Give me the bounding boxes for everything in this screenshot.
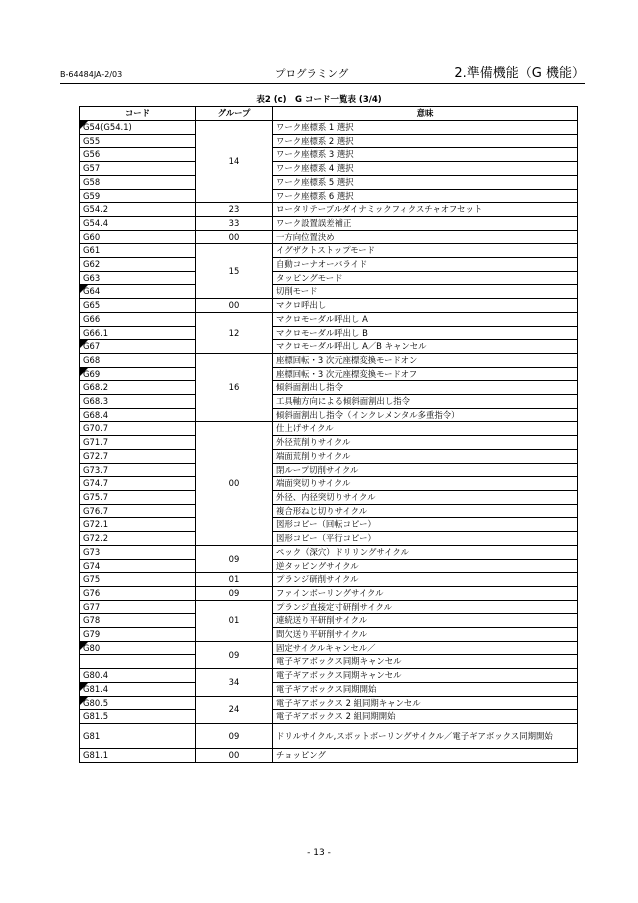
default-mark-icon: [80, 697, 88, 705]
table-row: [80, 682, 578, 696]
code-text: G72.2: [83, 533, 109, 544]
code-text: G75: [83, 574, 101, 585]
code-text: G80.4: [83, 670, 109, 681]
group-cell: 09: [196, 545, 273, 572]
meaning-cell: 傾斜面割出し指令: [273, 381, 578, 395]
code-text: G56: [83, 149, 101, 160]
meaning-cell: 端面荒削りサイクル: [273, 449, 578, 463]
meaning-cell: 傾斜面割出し指令（インクレメンタル多重指令）: [273, 408, 578, 422]
meaning-cell: 間欠送り平研削サイクル: [273, 628, 578, 642]
table-row: [80, 258, 578, 272]
doc-number: B-64484JA-2/03: [60, 70, 123, 79]
group-cell: 15: [196, 244, 273, 299]
meaning-cell: 座標回転・3 次元座標変換モードオン: [273, 353, 578, 367]
table-body: [80, 121, 578, 763]
meaning-cell: 仕上げサイクル: [273, 422, 578, 436]
group-cell: 23: [196, 203, 273, 217]
code-text: G65: [83, 300, 101, 311]
code-cell: [80, 573, 196, 587]
code-cell: [80, 518, 196, 532]
code-cell: [80, 244, 196, 258]
page-header: [60, 62, 585, 84]
code-cell: [80, 175, 196, 189]
table-row: [80, 216, 578, 230]
table-row: [80, 748, 578, 762]
meaning-cell: 一方向位置決め: [273, 230, 578, 244]
code-cell: [80, 436, 196, 450]
code-text: G57: [83, 163, 101, 174]
chapter-title: プログラミング: [275, 68, 349, 80]
header-code: コード: [80, 107, 196, 121]
meaning-cell: チョッピング: [273, 748, 578, 762]
code-text: G62: [83, 259, 101, 270]
meaning-cell: ドリルサイクル,スポットボーリングサイクル／電子ギアボックス同期開始: [273, 723, 578, 748]
meaning-cell: 電子ギアボックス同期キャンセル: [273, 655, 578, 669]
group-cell: 09: [196, 586, 273, 600]
table-row: [80, 490, 578, 504]
table-row: [80, 326, 578, 340]
meaning-cell: マクロ呼出し: [273, 299, 578, 313]
table-row: [80, 121, 578, 135]
code-cell: [80, 449, 196, 463]
group-cell: 00: [196, 299, 273, 313]
code-cell: [80, 271, 196, 285]
code-text: G54(G54.1): [83, 122, 132, 132]
table-row: [80, 532, 578, 546]
code-text: G79: [83, 629, 101, 640]
table-row: [80, 477, 578, 491]
code-text: G66.1: [83, 327, 109, 338]
default-mark-icon: [80, 340, 88, 348]
meaning-cell: 工具軸方向による傾斜面割出し指令: [273, 395, 578, 409]
group-cell: 24: [196, 696, 273, 723]
code-text: G61: [83, 245, 101, 256]
table-row: [80, 641, 578, 655]
meaning-cell: ワーク設置誤差補正: [273, 216, 578, 230]
table-header-row: [80, 107, 578, 121]
header-rule: [60, 83, 585, 84]
code-cell: [80, 477, 196, 491]
code-cell: [80, 299, 196, 313]
meaning-cell: マクロモーダル呼出し A／B キャンセル: [273, 340, 578, 354]
meaning-cell: マクロモーダル呼出し A: [273, 312, 578, 326]
table-row: [80, 463, 578, 477]
meaning-cell: 逆タッピングサイクル: [273, 559, 578, 573]
meaning-cell: ペック（深穴）ドリリングサイクル: [273, 545, 578, 559]
meaning-cell: ワーク座標系 1 選択: [273, 121, 578, 135]
default-mark-icon: [80, 285, 88, 293]
table-row: [80, 436, 578, 450]
code-cell: [80, 367, 196, 381]
table-caption: 表2 (c) G コード一覧表 (3/4): [256, 95, 382, 105]
code-text: G58: [83, 176, 101, 187]
code-cell: [80, 723, 196, 748]
code-cell: [80, 696, 196, 710]
table-row: [80, 285, 578, 299]
table-row: [80, 244, 578, 258]
code-cell: [80, 408, 196, 422]
meaning-cell: 複合形ねじ切りサイクル: [273, 504, 578, 518]
code-text: G81.5: [83, 711, 109, 722]
code-text: G73.7: [83, 464, 109, 475]
code-text: G75.7: [83, 491, 109, 502]
table-row: [80, 655, 578, 669]
table-row: [80, 340, 578, 354]
code-cell: [80, 600, 196, 614]
header-group: グループ: [196, 107, 273, 121]
code-text: G68.3: [83, 396, 109, 407]
code-text: G64: [83, 286, 101, 297]
table-row: [80, 175, 578, 189]
table-row: [80, 545, 578, 559]
code-text: G59: [83, 190, 101, 201]
code-cell: [80, 353, 196, 367]
meaning-cell: 図形コピー（平行コピー）: [273, 532, 578, 546]
meaning-cell: プランジ直接定寸研削サイクル: [273, 600, 578, 614]
meaning-cell: 連続送り平研削サイクル: [273, 614, 578, 628]
code-cell: [80, 381, 196, 395]
code-cell: [80, 628, 196, 642]
code-cell: [80, 490, 196, 504]
table-row: [80, 134, 578, 148]
meaning-cell: 外径、内径突切りサイクル: [273, 490, 578, 504]
code-cell: [80, 312, 196, 326]
code-cell: [80, 669, 196, 683]
code-cell: [80, 121, 196, 135]
table-row: [80, 614, 578, 628]
code-cell: [80, 216, 196, 230]
code-text: G76: [83, 587, 101, 598]
table-row: [80, 395, 578, 409]
code-cell: [80, 710, 196, 724]
meaning-cell: マクロモーダル呼出し B: [273, 326, 578, 340]
code-cell: [80, 134, 196, 148]
meaning-cell: 座標回転・3 次元座標変換モードオフ: [273, 367, 578, 381]
table-row: [80, 586, 578, 600]
group-cell: 12: [196, 312, 273, 353]
g-code-table: [79, 106, 578, 763]
code-text: G67: [83, 341, 101, 352]
code-text: G73: [83, 546, 101, 557]
meaning-cell: 切削モード: [273, 285, 578, 299]
meaning-cell: ワーク座標系 4 選択: [273, 162, 578, 176]
group-cell: 00: [196, 748, 273, 762]
table-row: [80, 559, 578, 573]
code-cell: [80, 641, 196, 655]
meaning-cell: 自動コーナオーバライド: [273, 258, 578, 272]
meaning-cell: ワーク座標系 2 選択: [273, 134, 578, 148]
table-row: [80, 148, 578, 162]
table-row: [80, 504, 578, 518]
code-text: G72.7: [83, 450, 109, 461]
meaning-cell: 端面突切りサイクル: [273, 477, 578, 491]
code-cell: [80, 258, 196, 272]
code-cell: [80, 285, 196, 299]
group-cell: 16: [196, 353, 273, 422]
code-cell: [80, 148, 196, 162]
meaning-cell: タッピングモード: [273, 271, 578, 285]
code-cell: [80, 340, 196, 354]
table-row: [80, 271, 578, 285]
table-row: [80, 710, 578, 724]
code-text: G60: [83, 231, 101, 242]
code-text: G80.5: [83, 697, 109, 708]
meaning-cell: 電子ギアボックス 2 組同期キャンセル: [273, 696, 578, 710]
code-cell: [80, 504, 196, 518]
meaning-cell: 電子ギアボックス 2 組同期開始: [273, 710, 578, 724]
page-number: - 13 -: [307, 848, 331, 858]
code-cell: [80, 189, 196, 203]
default-mark-icon: [80, 683, 88, 691]
group-cell: 09: [196, 641, 273, 668]
code-text: G81.4: [83, 683, 109, 694]
meaning-cell: ワーク座標系 5 選択: [273, 175, 578, 189]
group-cell: 00: [196, 422, 273, 545]
header-meaning: 意味: [273, 107, 578, 121]
code-cell: [80, 586, 196, 600]
code-text: G68: [83, 354, 101, 365]
table-row: [80, 669, 578, 683]
code-cell: [80, 682, 196, 696]
meaning-cell: 閉ループ切削サイクル: [273, 463, 578, 477]
meaning-cell: ワーク座標系 3 選択: [273, 148, 578, 162]
group-cell: 01: [196, 600, 273, 641]
table-row: [80, 696, 578, 710]
code-text: G66: [83, 313, 101, 324]
default-mark-icon: [80, 642, 88, 650]
meaning-cell: プランジ研削サイクル: [273, 573, 578, 587]
meaning-cell: ロータリテーブルダイナミックフィクスチャオフセット: [273, 203, 578, 217]
code-text: G69: [83, 368, 101, 379]
code-text: G71.7: [83, 437, 109, 448]
default-mark-icon: [80, 368, 88, 376]
meaning-cell: 外径荒削りサイクル: [273, 436, 578, 450]
code-text: G63: [83, 272, 101, 283]
table-row: [80, 203, 578, 217]
code-text: G80: [83, 642, 101, 653]
group-cell: 01: [196, 573, 273, 587]
code-cell: [80, 230, 196, 244]
table-row: [80, 299, 578, 313]
meaning-cell: 電子ギアボックス同期開始: [273, 682, 578, 696]
code-cell: [80, 532, 196, 546]
table-row: [80, 408, 578, 422]
group-cell: 14: [196, 121, 273, 203]
code-cell: [80, 614, 196, 628]
code-text: G74.7: [83, 478, 109, 489]
table-row: [80, 312, 578, 326]
table-row: [80, 367, 578, 381]
code-text: G68.4: [83, 409, 109, 420]
code-text: G54.2: [83, 204, 109, 215]
table-row: [80, 422, 578, 436]
table-row: [80, 353, 578, 367]
table-row: [80, 162, 578, 176]
table-row: [80, 449, 578, 463]
code-text: G55: [83, 135, 101, 146]
group-cell: 09: [196, 723, 273, 748]
table-row: [80, 381, 578, 395]
code-text: G74: [83, 560, 101, 571]
group-cell: 34: [196, 669, 273, 696]
code-text: G54.4: [83, 217, 109, 228]
section-title: 2.準備機能（G 機能）: [454, 66, 585, 81]
table-row: [80, 518, 578, 532]
code-cell: [80, 463, 196, 477]
code-cell: [80, 395, 196, 409]
code-cell: [80, 422, 196, 436]
code-cell: [80, 545, 196, 559]
code-text: G68.2: [83, 382, 109, 393]
table-row: [80, 600, 578, 614]
group-cell: 00: [196, 230, 273, 244]
group-cell: 33: [196, 216, 273, 230]
table-row: [80, 723, 578, 748]
table-row: [80, 230, 578, 244]
code-text: G78: [83, 615, 101, 626]
code-text: G72.1: [83, 519, 109, 530]
code-text: G70.7: [83, 423, 109, 434]
meaning-cell: ファインボーリングサイクル: [273, 586, 578, 600]
code-cell: [80, 326, 196, 340]
default-mark-icon: [80, 121, 88, 129]
code-cell: [80, 203, 196, 217]
code-text: G76.7: [83, 505, 109, 516]
code-text: G81.1: [83, 749, 109, 760]
code-cell: [80, 559, 196, 573]
code-cell: [80, 162, 196, 176]
meaning-cell: 図形コピー（回転コピー）: [273, 518, 578, 532]
table-row: [80, 628, 578, 642]
code-cell: [80, 655, 196, 669]
code-cell: [80, 748, 196, 762]
table-row: [80, 573, 578, 587]
meaning-cell: ワーク座標系 6 選択: [273, 189, 578, 203]
meaning-cell: 電子ギアボックス同期キャンセル: [273, 669, 578, 683]
meaning-cell: イグザクトストップモード: [273, 244, 578, 258]
meaning-cell: 固定サイクルキャンセル／: [273, 641, 578, 655]
code-text: G77: [83, 601, 101, 612]
code-text: G81: [83, 730, 101, 741]
table-row: [80, 189, 578, 203]
